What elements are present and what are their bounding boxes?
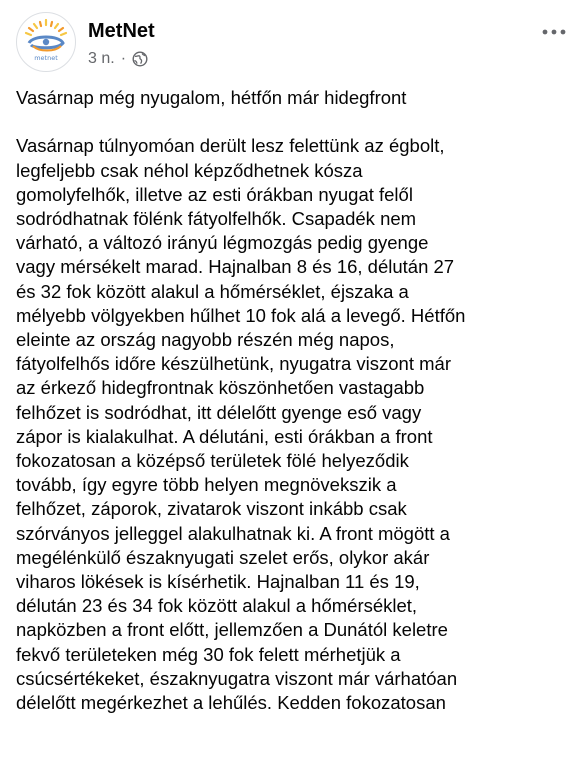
post-body-line: csúcsértékeket, északnyugatra viszont már várhatóan	[16, 667, 458, 689]
post-body-line: délután 23 és 34 fok között alakul a hőmérséklet,	[16, 595, 418, 617]
post-body-line: az érkező hidegfrontnak köszönhetően vastagabb	[16, 377, 425, 399]
post-body-line: viharos lökések is kísérhetik. Hajnalban 11 és 19,	[16, 571, 420, 593]
post-body-line: várható, a változó irányú légmozgás pedig gyenge	[16, 232, 429, 254]
post-body-line: napközben a front előtt, jellemzően a Dunától keletre	[16, 619, 448, 641]
post-body-line: megélénkülő északnyugati szelet erős, olykor akár	[16, 546, 430, 568]
post-body-line: sodródhatnak fölénk fátyolfelhők. Csapadék nem	[16, 208, 417, 229]
post-body-line: szórványos jelleggel alakulhatnak ki. A front mögött a	[16, 522, 450, 544]
post-body-line: fátyolfelhős időre készülhetünk, nyugatra viszont már	[16, 353, 451, 375]
post-header	[16, 10, 570, 72]
post-timestamp[interactable]: 3 n.	[88, 50, 115, 67]
post-body-line: tovább, így egyre több helyen megnövekszik a	[16, 474, 397, 496]
post-body-line: fekvő területeken még 30 fok felett mérhetjük a	[16, 643, 401, 665]
post-body-line: vagy mérsékelt marad. Hajnalban 8 és 16, délután 27	[16, 256, 455, 278]
metnet-logo-icon	[17, 13, 75, 71]
post-content	[16, 86, 572, 715]
page-name-link[interactable]: MetNet	[88, 20, 155, 42]
post-body-line: Vasárnap túlnyomóan derült lesz felettünk az égbolt,	[16, 135, 445, 157]
more-horizontal-icon	[541, 28, 567, 36]
post-body	[16, 134, 572, 715]
post-body-line: mélyebb völgyekben hűlhet 10 fok alá a levegő. Hétfőn	[16, 304, 466, 326]
post-meta	[88, 50, 148, 68]
avatar[interactable]	[16, 12, 76, 72]
post-body-line: gomolyfelhők, illetve az esti órákban nyugat felől	[16, 183, 413, 205]
globe-icon[interactable]	[132, 51, 148, 67]
post-body-line: legfeljebb csak néhol képződhetnek kósza	[16, 159, 363, 181]
meta-separator: ·	[120, 50, 127, 67]
post-body-line: és 32 fok között alakul a hőmérséklet, éjszaka a	[16, 280, 409, 302]
post-body-line: eleinte az ország nagyobb részén még napos,	[16, 329, 395, 351]
post-title: Vasárnap még nyugalom, hétfőn már hidegfront	[16, 87, 407, 108]
post-body-line: felhőzet, záporok, zivatarok viszont inkább csak	[16, 498, 407, 520]
svg-text:metnet: metnet	[34, 54, 58, 62]
post-body-line: fokozatosan a középső területek fölé helyeződik	[16, 450, 409, 472]
post-body-line: zápor is kialakulhat. A délutáni, esti órákban a front	[16, 425, 433, 447]
post-body-line: felhőzet is sodródhat, itt délelőtt gyenge eső vagy	[16, 401, 422, 423]
more-options-button[interactable]	[538, 18, 570, 46]
post-body-line: délelőtt megérkezhet a lehűlés. Kedden fokozatosan	[16, 692, 446, 714]
